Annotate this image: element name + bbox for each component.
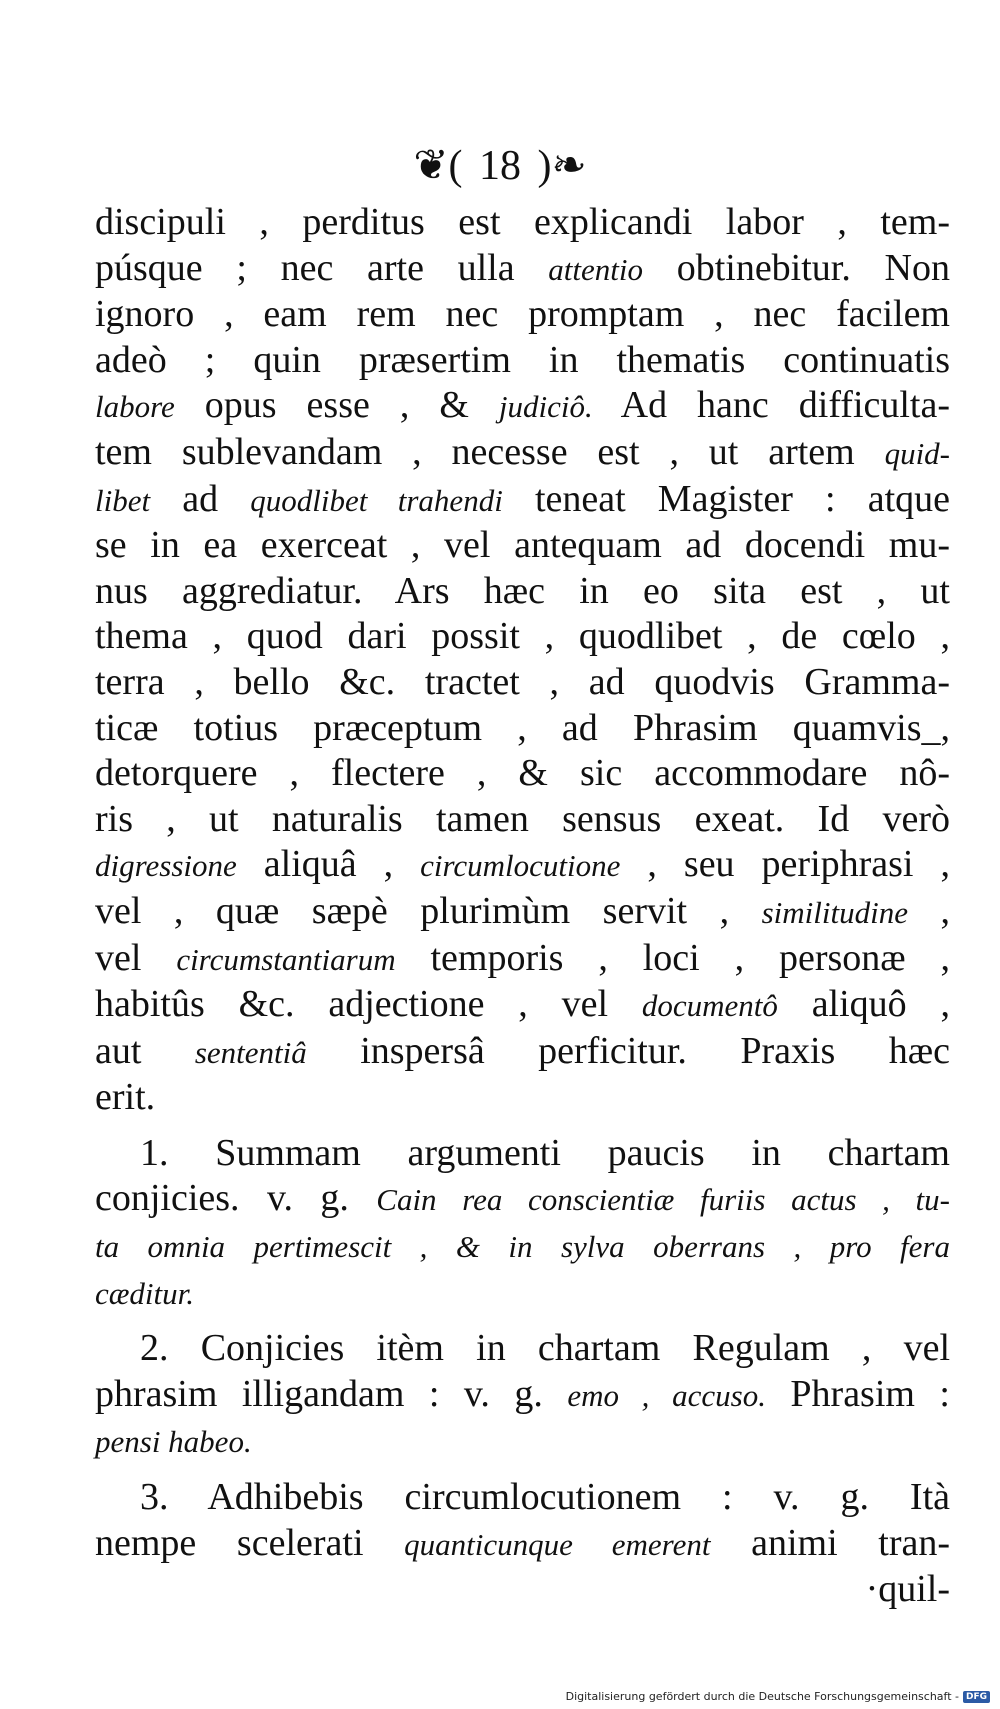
text-span: vel , quæ sæpè plurimùm servit , <box>95 889 762 932</box>
italic-span: circumlocutione <box>420 848 621 884</box>
text-span: ignoro , eam rem nec promptam , nec facilem <box>95 293 950 336</box>
text-span: nempe scelerati <box>95 1521 405 1564</box>
italic-span: documentô <box>641 988 778 1024</box>
text-span: , seu periphrasi , <box>620 843 950 886</box>
text-line <box>95 523 950 569</box>
text-line <box>95 982 950 1029</box>
text-span: aut <box>95 1029 195 1072</box>
text-span: vel <box>95 936 177 979</box>
page-number: 18 <box>479 143 521 190</box>
dfg-logo-icon: DFG <box>963 1691 990 1703</box>
text-line <box>95 1418 950 1465</box>
text-span: nus aggrediatur. Ars hæc in eo sita est , ut <box>95 569 950 612</box>
text-span: ris , ut naturalis tamen sensus exeat. Id verò <box>95 797 950 840</box>
running-header <box>0 142 1000 190</box>
italic-span: ta omnia pertimescit , & in sylva oberrans , pro fera <box>95 1229 950 1265</box>
text-span: 2. Conjicies itèm in chartam Regulam , vel <box>140 1327 950 1370</box>
text-line <box>95 292 950 338</box>
text-line <box>95 430 950 477</box>
text-line <box>95 842 950 889</box>
text-span: phrasim illigandam : v. g. <box>95 1372 568 1415</box>
text-span: detorquere , flectere , & sic accommodare nô- <box>95 752 950 795</box>
text-line <box>95 1326 950 1372</box>
italic-span: sententiâ <box>194 1034 307 1070</box>
text-span: Ad hanc difficulta- <box>592 384 950 427</box>
italic-span: pensi habeo. <box>95 1424 252 1460</box>
text-line <box>95 1075 950 1121</box>
text-span: ·quil- <box>865 1568 950 1611</box>
text-span: tem sublevandam , necesse est , ut artem <box>95 430 885 473</box>
italic-span: judiciô. <box>498 389 593 425</box>
text-line <box>95 1567 950 1613</box>
text-span: se in ea exerceat , vel antequam ad docendi mu- <box>95 524 950 567</box>
italic-span: quid- <box>884 435 950 471</box>
body-text <box>95 200 950 1613</box>
text-line <box>95 1475 950 1521</box>
digitization-footer <box>566 1690 990 1703</box>
text-line <box>95 1029 950 1076</box>
text-span: temporis , loci , personæ , <box>395 936 950 979</box>
text-line <box>95 1131 950 1177</box>
text-span: adeò ; quin præsertim in thematis continuatis <box>95 338 950 381</box>
text-span: , <box>908 889 951 932</box>
text-line <box>95 383 950 430</box>
text-line <box>95 889 950 936</box>
italic-span: quodlibet trahendi <box>250 482 503 518</box>
text-line <box>95 1372 950 1419</box>
text-line <box>95 200 950 246</box>
text-line <box>95 706 950 752</box>
text-span: discipuli , perditus est explicandi labor , tem- <box>95 201 950 243</box>
italic-span: attentio <box>548 251 644 287</box>
text-span: teneat Magister : atque <box>502 477 951 520</box>
text-span: opus esse , & <box>174 384 499 427</box>
text-span: ad <box>150 477 251 520</box>
text-line <box>95 338 950 384</box>
text-line <box>95 1176 950 1223</box>
text-line <box>95 1521 950 1568</box>
italic-span: cæditur. <box>95 1275 195 1311</box>
text-span: habitûs &c. adjectione , vel <box>95 983 642 1026</box>
text-span: 3. Adhibebis circumlocutionem : v. g. Ità <box>140 1476 950 1519</box>
italic-span: Cain rea conscientiæ furiis actus , tu- <box>376 1182 950 1218</box>
text-span: púsque ; nec arte ulla <box>95 246 549 289</box>
footer-credit: Digitalisierung gefördert durch die Deutsche Forschungsgemeinschaft - <box>565 1690 959 1703</box>
text-line <box>95 797 950 843</box>
text-span: erit. <box>95 1076 156 1119</box>
text-line <box>95 614 950 660</box>
italic-span: circumstantiarum <box>176 941 396 977</box>
text-span: aliquô , <box>777 983 950 1026</box>
italic-span: labore <box>95 389 175 425</box>
text-span: aliquâ , <box>236 843 421 886</box>
text-line <box>95 1223 950 1270</box>
text-span: terra , bello &c. tractet , ad quodvis Gramma- <box>95 660 950 703</box>
text-line <box>95 751 950 797</box>
text-line <box>95 477 950 524</box>
text-span: animi tran- <box>710 1521 951 1564</box>
text-line <box>95 660 950 706</box>
ornament-right-icon: )❧ <box>537 143 587 190</box>
text-span: thema , quod dari possit , quodlibet , de cœlo , <box>95 615 950 658</box>
text-span: conjicies. v. g. <box>95 1177 377 1220</box>
text-span: ticæ totius præceptum , ad Phrasim quamvis_, <box>95 706 950 749</box>
text-span: Phrasim : <box>765 1372 950 1415</box>
ornament-left-icon: ❦( <box>413 143 463 190</box>
text-span: 1. Summam argumenti paucis in chartam <box>140 1131 950 1174</box>
text-span: inspersâ perficitur. Praxis hæc <box>306 1029 950 1072</box>
text-line <box>95 246 950 293</box>
text-line <box>95 569 950 615</box>
italic-span: similitudine <box>761 894 908 930</box>
italic-span: libet <box>95 482 151 518</box>
italic-span: emo , accuso. <box>567 1377 766 1413</box>
text-line <box>95 936 950 983</box>
italic-span: digressione <box>95 848 237 884</box>
italic-span: quanticunque emerent <box>404 1526 711 1562</box>
text-line <box>95 1270 950 1317</box>
text-span: obtinebitur. Non <box>643 246 950 289</box>
